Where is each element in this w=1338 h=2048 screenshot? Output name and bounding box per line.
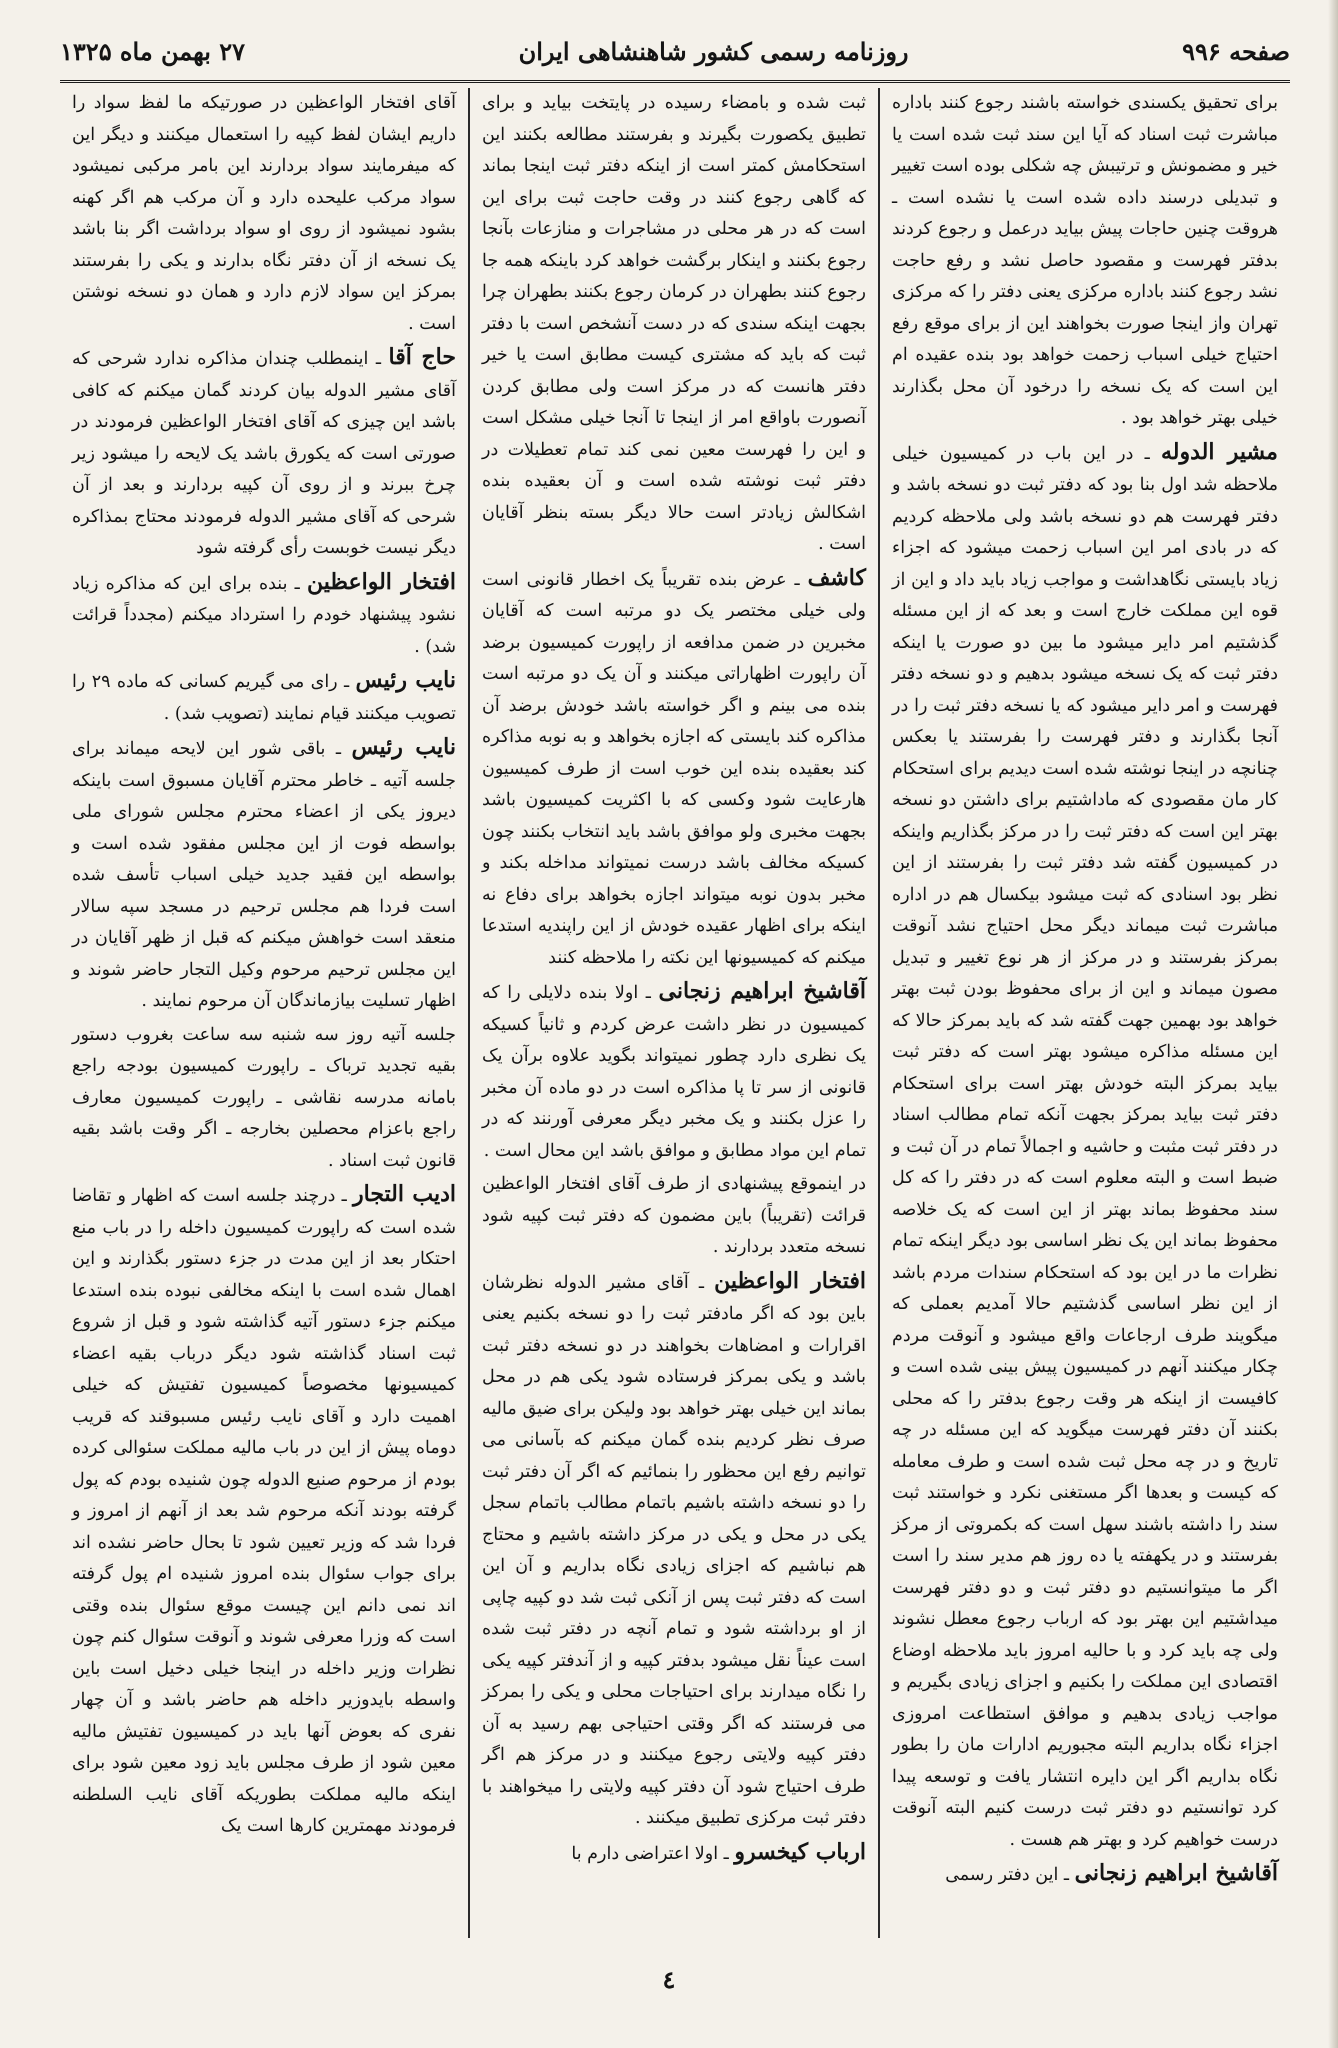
- paragraph-text: جلسه آتیه روز سه شنبه سه ساعت بغروب دستور بقیه تجدید ترباک ـ راپورت کمیسیون بودجه راجع بامانه مدرسه نقاشی ـ راپورت کمیسیون معارف راجع باعزام محصلین بخارجه ـ اگر وقت باشد بقیه قانون ثبت اسناد .: [72, 1024, 456, 1171]
- paragraph: [892, 88, 1278, 435]
- paragraph: [72, 732, 456, 1018]
- speaker-name: ادیب التجار: [353, 1181, 456, 1207]
- text-columns: [60, 88, 1290, 1938]
- page-label: صفحه ۹۹۶: [1182, 36, 1290, 66]
- paragraph-text: ـ بنده برای این که مذاکره زیاد نشود پیشنهاد خودم را استرداد میکنم (مجدداً قرائت شد) .: [72, 573, 456, 657]
- paragraph: [72, 567, 456, 664]
- page-header: [60, 22, 1290, 83]
- speaker-name: نایب رئیس: [355, 667, 456, 693]
- speaker-name: نایب رئیس: [351, 734, 456, 760]
- paragraph: [72, 665, 456, 730]
- page-number: ٤: [662, 1965, 676, 1994]
- paragraph-text: ـ این دفتر رسمی: [945, 1865, 1070, 1885]
- paragraph-text: ـ در این باب در کمیسیون خیلی ملاحظه شد اول بنا بود که دفتر ثبت دو نسخه باشد و دفتر فهرست هم دو نسخه باشد ولی ملاحظه کردیم که در بادی امر این اسباب زحمت میشود که اجزاء زیاد بایستی نگاهداشت و مواجب زیاد باید داد و این از قوه این مملکت خارج است و بعد که از این مسئله گذشتیم امر دایر میشود ما بین دو صورت یا اینکه دفتر ثبت که یک نسخه میشود بدهیم و دو نسخه دفتر فهرست و امر دایر میشود که یا نسخه دفتر ثبت را در آنجا بگذارند و دفتر فهرست را بفرستند یا بعکس چنانچه در اینجا نوشته شده است دیدیم برای استحکام کار مان مقصودی که ماداشتیم برای داشتن دو نسخه بهتر این است که دفتر ثبت را در مرکز بگذاریم واینکه در کمیسیون گفته شد دفتر ثبت را بفرستند از این نظر بود اسنادی که ثبت میشود بیکسال هم در اداره مباشرت ثبت میماند دیگر محل احتیاج نشد آنوقت بمرکز بفرستند و در مرکز از هر نوع تغییر و تبدیل مصون میماند و این از برای محفوظ بودن ثبت بهتر خواهد بود بهمین جهت گفته شد که باید بمرکز حالا که این مسئله مذاکره میشود بهتر است که دفتر ثبت بیاید بمرکز البته خودش بهتر است برای استحکام دفتر ثبت بیاید بمرکز بجهت آنکه تمام مطالب اسناد در دفتر ثبت مثبت و حاشیه و اجمالاً تمام در آن ثبت و ضبط است و البته معلوم است که در دفتر را که کل سند محفوظ بماند بهتر از این است که یک خلاصه محفوظ بماند این یک نظر اساسی بود دیگر اینکه تمام نظرات ما در این بود که استحکام سندات مردم باشد از این نظر اساسی گذشتیم حالا آمدیم بعملی که میگویند طرف ارجاعات واقع میشود و آنوقت مردم چکار میکنند آنهم در کمیسیون پیش بینی شده است و کافیست از اینکه هر وقت رجوع بدفتر را که محلی بکنند آن دفتر فهرست میگوید که این مسئله در چه تاریخ و در چه محل ثبت شده است و طرف معامله که کیست و بعدها اگر مستغنی نکرد و خواستند ثبت سند را داشته باشند سهل است که بکمروتی از مرکز بفرستند و در یکهفته یا ده روز هم مدیر سند را است اگر ما میتوانستیم دو دفتر ثبت و دو دفتر فهرست میداشتیم این بهتر بود که ارباب رجوع معطل نشوند ولی چه باید کرد و با حالیه امروز باید ملاحظه اوضاع اقتصادی این مملکت را بکنیم و اجزای زیادی بگیریم و مواجب زیادی بدهیم و موافق استطاعت امروزی اجزاء نگاه بداریم البته مجبوریم ادارات مان را بطور نگاه بداریم اگر این دایره انتشار یافت و توسعه پیدا کرد توانستیم دو دفتر ثبت درست کنیم البته آنوقت درست خواهیم کرد و بهتر هم هست .: [892, 443, 1278, 1850]
- speaker-name: افتخار الواعظین: [307, 568, 456, 595]
- paragraph-text: آقای افتخار الواعظین در صورتیکه ما لفظ سواد را داریم ایشان لفظ کپیه را استعمال میکنند و دیگر این که میفرمایند سواد بردارند این بامر مرکبی نمیشود سواد مرکب علیحده دارد و آن مرکب هم اگر کهنه بشود نمیشود از روی او سواد برداشت اگر بنا باشد یک نسخه از آن دفتر نگاه بدارند و یکی را بفرستند بمرکز این سواد لازم دارد و همان دو نسخه نوشتن است .: [72, 93, 456, 334]
- scan-edge-shadow: [1328, 0, 1338, 2048]
- paragraph: [482, 563, 866, 975]
- paragraph-text: ـ عرض بنده تقریباً یک اخطار قانونی است ولی خیلی مختصر یک دو مرتبه است که آقایان مخبرین در ضمن مدافعه از راپورت کمیسیون برضد آن راپورت اظهاراتی میکنند و آن یک دو مرتبه است بنده می بینم و اگر خواسته باشد خودش برضد آن مذاکره کند بایستی که اجازه بخواهد و به نوبه مذاکره کند بعقیده بنده این خوب است از طرف کمیسیون هارعایت شود وکسی که با اکثریت کمیسیون باشد بجهت مخبری ولو موافق باشد باید انتخاب بکنند چون کسیکه مخالف باشد درست نمیتواند مداخله بکند و مخبر بدون نوبه میتواند اجازه بخواهد برای دفاع نه اینکه برای اظهار عقیده خودش از این راپندیه استدعا میکنم که کمیسیونها این نکته را ملاحظه کنند: [482, 569, 866, 968]
- paragraph-text: ـ رای می گیریم کسانی که ماده ۲۹ را تصویب میکنند قیام نمایند (تصویب شد) .: [72, 672, 456, 724]
- column-1: [880, 88, 1290, 1938]
- paragraph-text: ـ آقای مشیر الدوله نظرشان باین بود که اگر مادفتر ثبت را دو نسخه بکنیم یعنی اقرارات و امضاهات بخواهند در دو نسخه دفتر ثبت باشد و یکی بمرکز فرستاده شود یکی هم در محل بماند این خیلی بهتر خواهد بود ولیکن برای ضیق مالیه صرف نظر کردیم بنده گمان میکنم که بآسانی می توانیم رفع این محظور را بنمائیم که اگر آن دفتر ثبت را دو نسخه داشته باشیم باتمام مطالب باتمام سجل یکی در محل و یکی در مرکز داشته باشیم و محتاج هم نباشیم که اجزای زیادی نگاه بداریم و آن این است که دفتر ثبت پس از آنکی ثبت شد دو کپیه چاپی از او برداشته شود و تمام آنچه در دفتر ثبت شده است عیناً نقل میشود بدفتر کپیه و از آندفتر کپیه یکی را نگاه میدارند برای احتیاجات محلی و یکی را بمرکز می فرستند که اگر وقتی احتیاجی بهم رسید به آن دفتر کپیه ولایتی رجوع میکنند و در مرکز هم اگر طرف احتیاج شود آن دفتر کپیه ولایتی را میخواهند با دفتر ثبت مرکزی تطبیق میکنند .: [482, 1272, 866, 1828]
- paragraph-text: ـ اولا اعتراضی دارم با: [571, 1843, 729, 1864]
- paragraph: [482, 88, 866, 561]
- paragraph: [72, 342, 456, 565]
- paragraph: [482, 1266, 866, 1835]
- speaker-name: افتخار الواعظین: [714, 1267, 866, 1294]
- paragraph-text: ثبت شده و بامضاء رسیده در پایتخت بیاید و برای تطبیق یکصورت بگیرند و بفرستند مطالعه بکنند این استحکامش کمتر است از اینکه دفتر ثبت اینجا بماند که گاهی رجوع کنند در وقت حاجت ثبت برای این است که در هر محلی در مشاجرات و منازعات بآنجا رجوع بکنند و اینکار برگشت خواهد کرد باینکه همه جا رجوع کنند بطهران در کرمان رجوع بکنند بطهران چرا بجهت اینکه سندی که در دست آنشخص است با دفتر ثبت که باید که مشتری کیست مطابق است یا خیر دفتر هانست که در مرکز است ولی مطابق کردن آنصورت باواقع امر از اینجا تا آنجا خیلی مشکل است و این را فهرست معین نمی کند تمام تعطیلات در دفتر ثبت نوشته شده است و آن بعقیده بنده اشکالش زیادتر است حالا دیگر بسته بنظر آقایان است .: [482, 93, 866, 554]
- paragraph: [482, 1169, 866, 1264]
- paragraph-text: ـ اینمطلب چندان مذاکره ندارد شرحی که آقای مشیر الدوله بیان کردند گمان میکنم که کافی باشد این چیزی که آقای افتخار الواعظین فرمودند در صورتی است که یکورق باشد یک لایحه را میشود زیر چرخ ببرند و از روی آن کپیه بردارند و بعد از آن شرحی که آقای مشیر الدوله فرمودند محتاج بمذاکره دیگر نیست خوبست رأی گرفته شود: [72, 349, 456, 558]
- speaker-name: ارباب کیخسرو: [734, 1838, 866, 1865]
- paragraph: [482, 1837, 866, 1871]
- newspaper-title: روزنامه رسمی کشور شاهنشاهی ایران: [518, 36, 909, 66]
- speaker-name: آقاشیخ ابراهیم زنجانی: [658, 978, 866, 1004]
- paragraph-text: ـ درچند جلسه است که اظهار و تقاضا شده است که راپورت کمیسیون داخله را در باب منع احتکار بعد از این مدت در جزء دستور بگذارند و این اهمال شده است با اینکه مخالفی نبوده بنده استدعا میکنم جزء دستور آتیه گذاشته شود و قبل از شروع ثبت اسناد گذاشته شود دیگر درباب بقیه اعضاء کمیسیونها مخصوصاً کمیسیون تفتیش که خیلی اهمیت دارد و آقای نایب رئیس مسبوقند که قریب دوماه پیش از این در باب مالیه مملکت سئوالی کرده بودم از مرحوم صنیع الدوله چون شنیده بودم که پول گرفته بودند آنکه مرحوم شد بعد از آنهم از امروز و فردا شد که وزیر تعیین شود تا بحال حاضر نشده اند برای جواب سئوال بنده امروز شنیده ام پول گرفته اند نمی دانم این چیست موقع سئوال بنده وقتی است که وزرا معرفی شوند و آنوقت سئوال کنم چون نظرات وزیر داخله در اینجا خیلی دخیل است باین واسطه بایدوزیر داخله هم حاضر باشد و آن چهار نفری که بعوض آنها باید در کمیسیون تفتیش مالیه معین شود از طرف مجلس باید زود معین شود برای اینکه مالیه مملکت بطوریکه آقای نایب السلطنه فرمودند مهمترین کارها است یک: [72, 1186, 456, 1836]
- speaker-name: حاج آقا: [388, 344, 456, 370]
- paragraph-text: برای تحقیق یکسندی خواسته باشند رجوع کنند باداره مباشرت ثبت اسناد که آیا این سند ثبت شده است یا خیر و مضمونش و ترتیبش چه شکلی بوده است تغییر و تبدیلی درسند داده شده است یا نشده است ـ هروقت چنین حاجات پیش بیاید درعمل و رجوع کردند بدفتر فهرست و مقصود حاصل نشد و رفع حاجت نشد رجوع کنند باداره مرکزی یعنی دفتر را که مرکزی تهران واز اینجا صورت بخواهند این از برای موقع رفع احتیاج خیلی اسباب زحمت خواهد بود بنده عقیده ام این است که یک نسخه را درخود آن محل بگذارند خیلی بهتر خواهد بود .: [892, 93, 1278, 428]
- paragraph: [72, 88, 456, 340]
- speaker-name: کاشف: [807, 564, 866, 591]
- paragraph: [72, 1020, 456, 1178]
- paragraph: [72, 1179, 456, 1843]
- paragraph-text: در اینموقع پیشنهادی از طرف آقای افتخار الواعظین قرائت (تقریباً) باین مضمون که دفتر ثبت کپیه شود نسخه متعدد بردارند .: [482, 1174, 866, 1257]
- speaker-name: مشیر الدوله: [1160, 438, 1278, 465]
- issue-date: ۲۷ بهمن ماه ۱۳۲۵: [60, 36, 246, 66]
- paragraph-text: ـ باقی شور این لایحه میماند برای جلسه آتیه ـ خاطر محترم آقایان مسبوق است باینکه دیروز یکی از اعضاء محترم مجلس شورای ملی بواسطه فوت از این مجلس مفقود شده است و بواسطه این فقید جدید خیلی اسباب تأسف شده است فردا هم مجلس ترحیم در مسجد سپه سالار منعقد است خواهش میکنم که قبل از ظهر آقایان در این مجلس ترحیم مرحوم وکیل التجار حاضر شوند و اظهار تسلیت بیازماندگان آن مرحوم نمایند .: [72, 739, 456, 1011]
- column-3: [60, 88, 470, 1938]
- paragraph: [892, 437, 1278, 1857]
- paragraph-text: ـ اولا بنده دلایلی را که کمیسیون در نظر داشت عرض کردم و ثانیاً کسیکه یک نظری دارد چطور نمیتواند بگوید علاوه برآن یک قانونی از سر تا پا مذاکره است در دو ماده آن مخبر را عزل بکنند و یک مخبر دیگر معرفی آورنند که در تمام این مواد مطابق و موافق باشد این محال است .: [482, 983, 866, 1161]
- column-2: [470, 88, 880, 1938]
- paragraph: [892, 1858, 1278, 1892]
- speaker-name: آقاشیخ ابراهیم زنجانی: [1074, 1860, 1278, 1886]
- paragraph: [482, 976, 866, 1167]
